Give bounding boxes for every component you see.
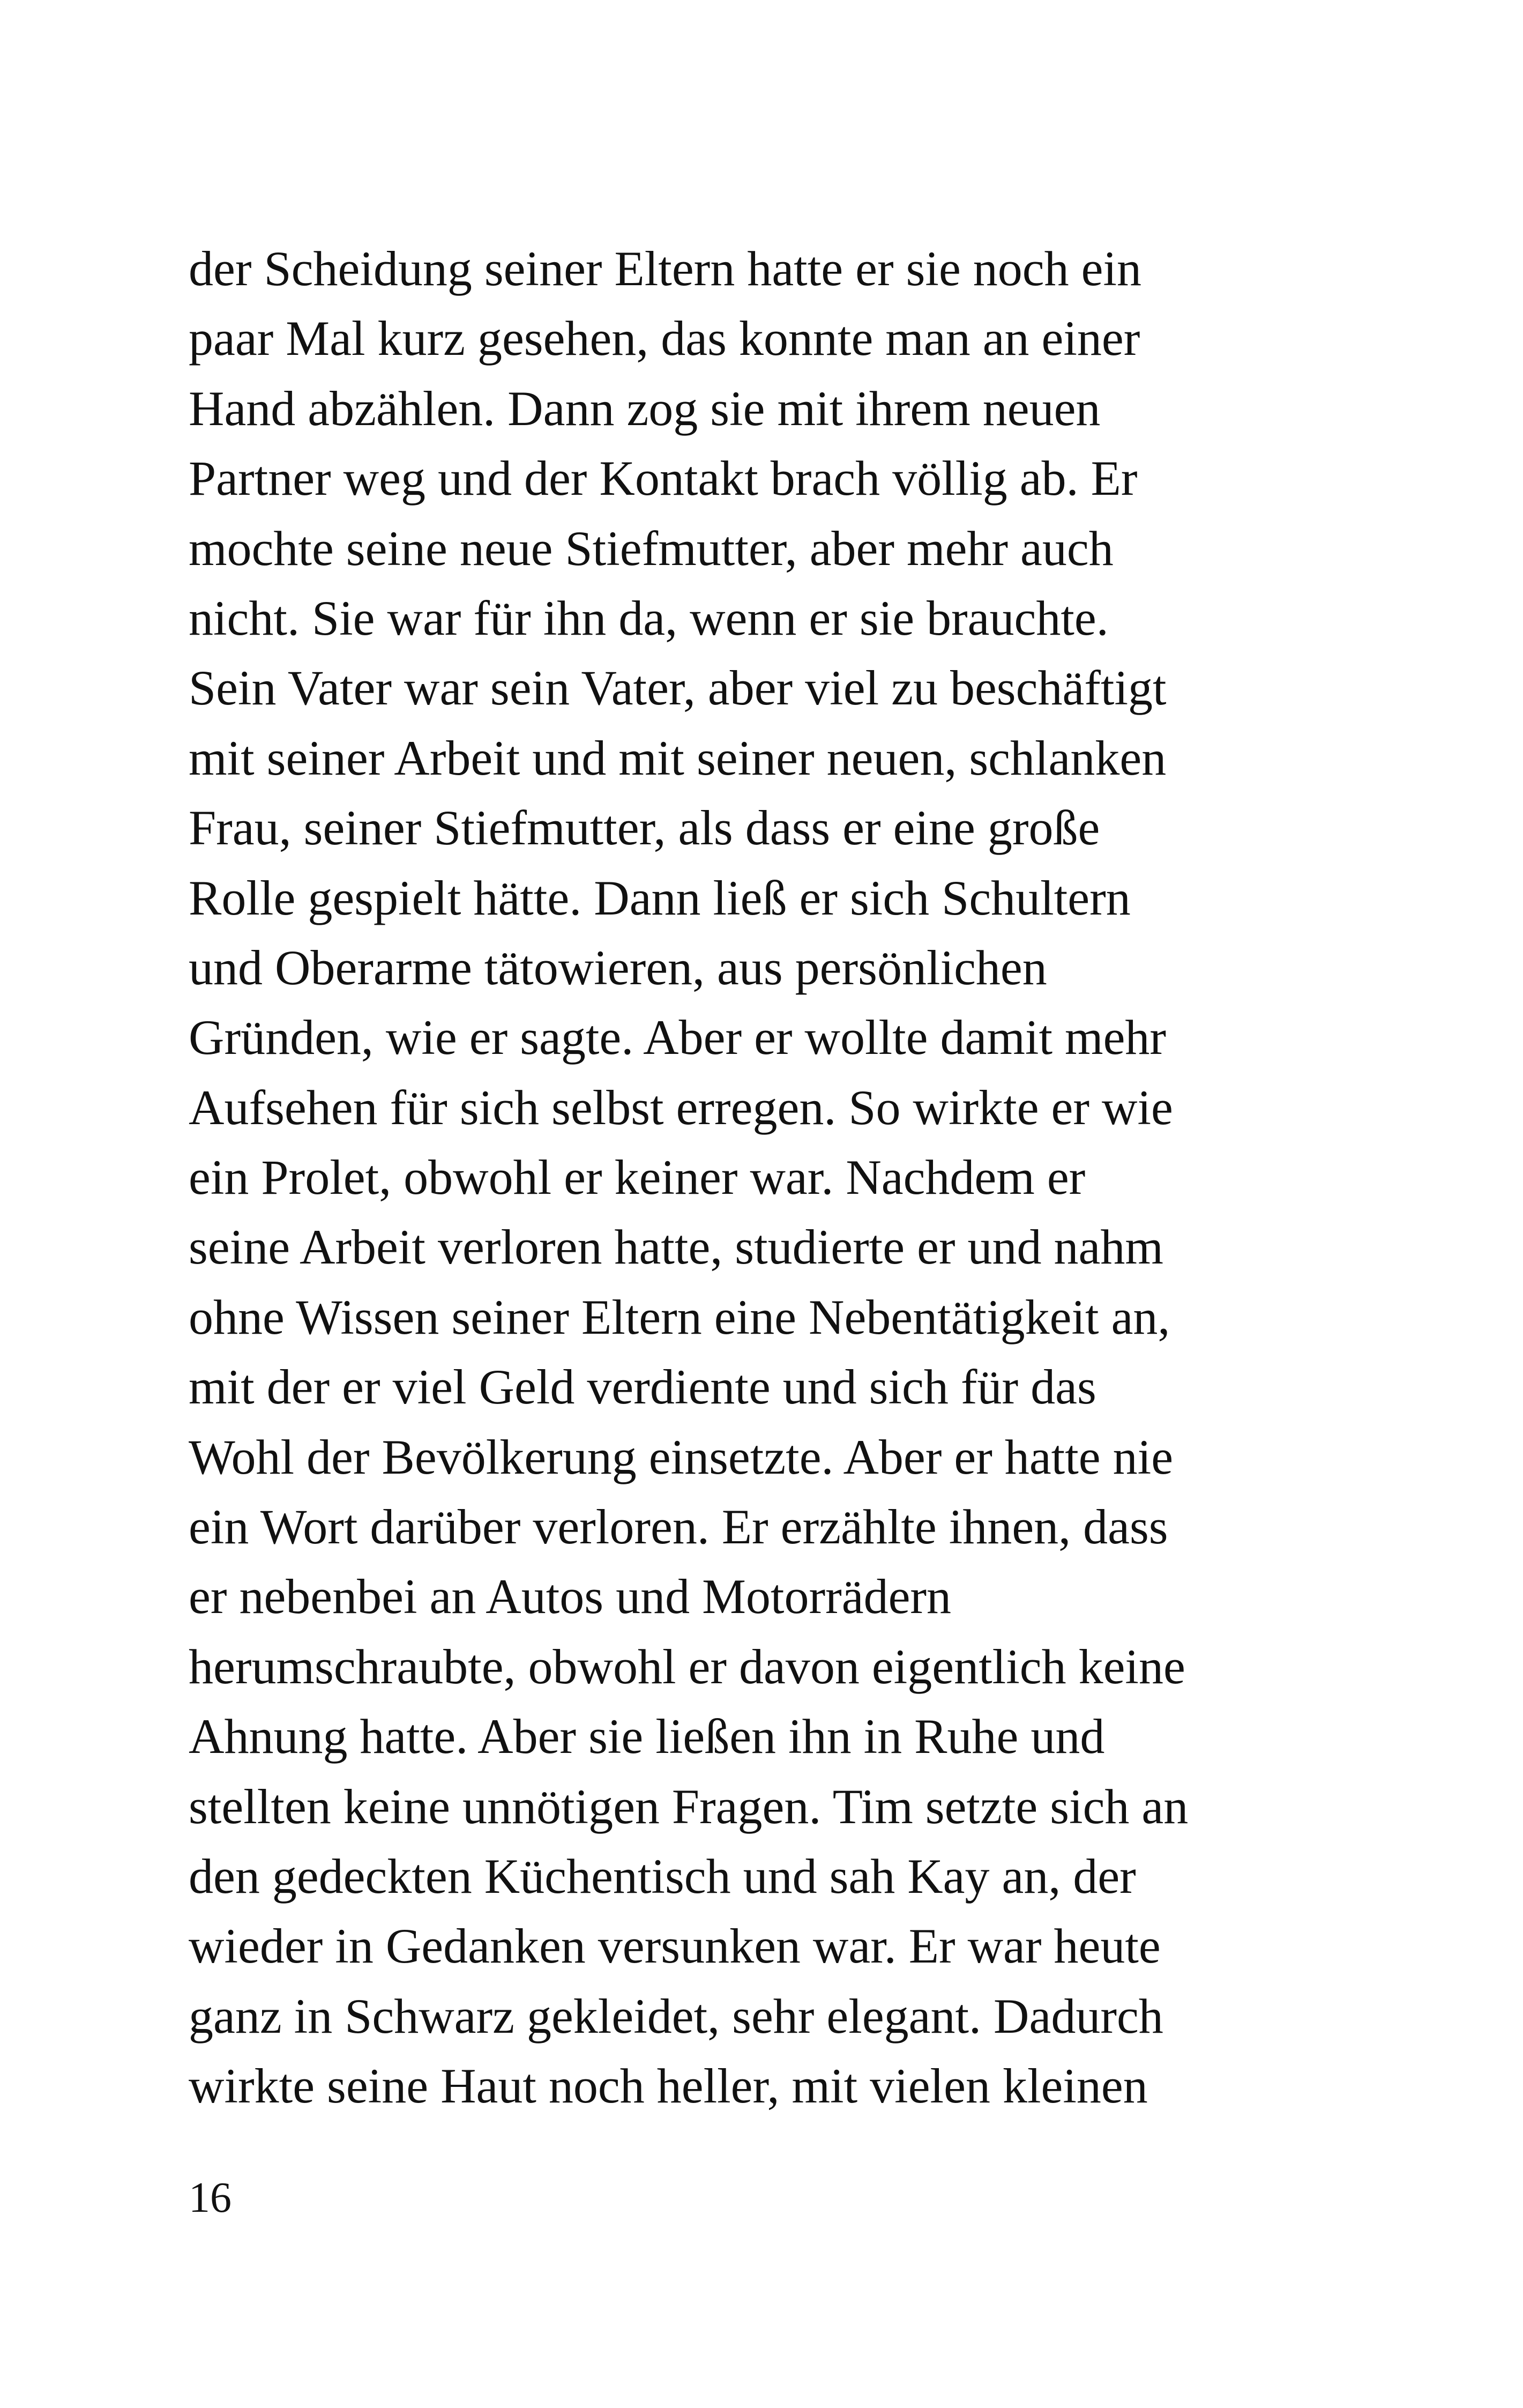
text-line: Gründen, wie er sagte. Aber er wollte damit mehr — [189, 1010, 1167, 1065]
text-line: wirkte seine Haut noch heller, mit vielen kleinen — [189, 2058, 1148, 2114]
text-line: Frau, seiner Stiefmutter, als dass er eine große — [189, 800, 1100, 856]
text-line: den gedeckten Küchentisch und sah Kay an, der — [189, 1848, 1136, 1904]
text-line: Sein Vater war sein Vater, aber viel zu beschäftigt — [189, 660, 1167, 716]
text-line: Hand abzählen. Dann zog sie mit ihrem neuen — [189, 381, 1101, 436]
page-number: 16 — [189, 2174, 232, 2221]
text-line: nicht. Sie war für ihn da, wenn er sie brauchte. — [189, 590, 1109, 645]
text-line: Ahnung hatte. Aber sie ließen ihn in Ruhe und — [189, 1709, 1105, 1764]
text-line: mit der er viel Geld verdiente und sich für das — [189, 1359, 1096, 1415]
text-line: seine Arbeit verloren hatte, studierte er und nahm — [189, 1220, 1163, 1275]
text-line: herumschraubte, obwohl er davon eigentlich keine — [189, 1639, 1185, 1694]
text-line: mit seiner Arbeit und mit seiner neuen, schlanken — [189, 730, 1167, 785]
text-line: ganz in Schwarz gekleidet, sehr elegant. Dadurch — [189, 1988, 1163, 2043]
text-line: Rolle gespielt hätte. Dann ließ er sich Schultern — [189, 870, 1131, 925]
text-line: und Oberarme tätowieren, aus persönlichen — [189, 940, 1047, 995]
text-line: Aufsehen für sich selbst erregen. So wirkte er wie — [189, 1080, 1173, 1135]
text-line: Wohl der Bevölkerung einsetzte. Aber er hatte nie — [189, 1429, 1174, 1484]
text-line: er nebenbei an Autos und Motorrädern — [189, 1569, 952, 1624]
text-line: stellten keine unnötigen Fragen. Tim setzte sich an — [189, 1779, 1189, 1834]
text-line: ein Prolet, obwohl er keiner war. Nachdem er — [189, 1150, 1086, 1205]
text-line: ein Wort darüber verloren. Er erzählte ihnen, dass — [189, 1499, 1168, 1555]
text-line: mochte seine neue Stiefmutter, aber mehr auch — [189, 521, 1114, 576]
text-line: ohne Wissen seiner Eltern eine Nebentätigkeit an, — [189, 1289, 1170, 1344]
body-text — [189, 234, 1346, 2121]
text-line: Partner weg und der Kontakt brach völlig ab. Er — [189, 451, 1138, 506]
text-line: der Scheidung seiner Eltern hatte er sie noch ein — [189, 241, 1142, 296]
text-line: wieder in Gedanken versunken war. Er war heute — [189, 1919, 1161, 1974]
text-line: paar Mal kurz gesehen, das konnte man an einer — [189, 311, 1140, 366]
